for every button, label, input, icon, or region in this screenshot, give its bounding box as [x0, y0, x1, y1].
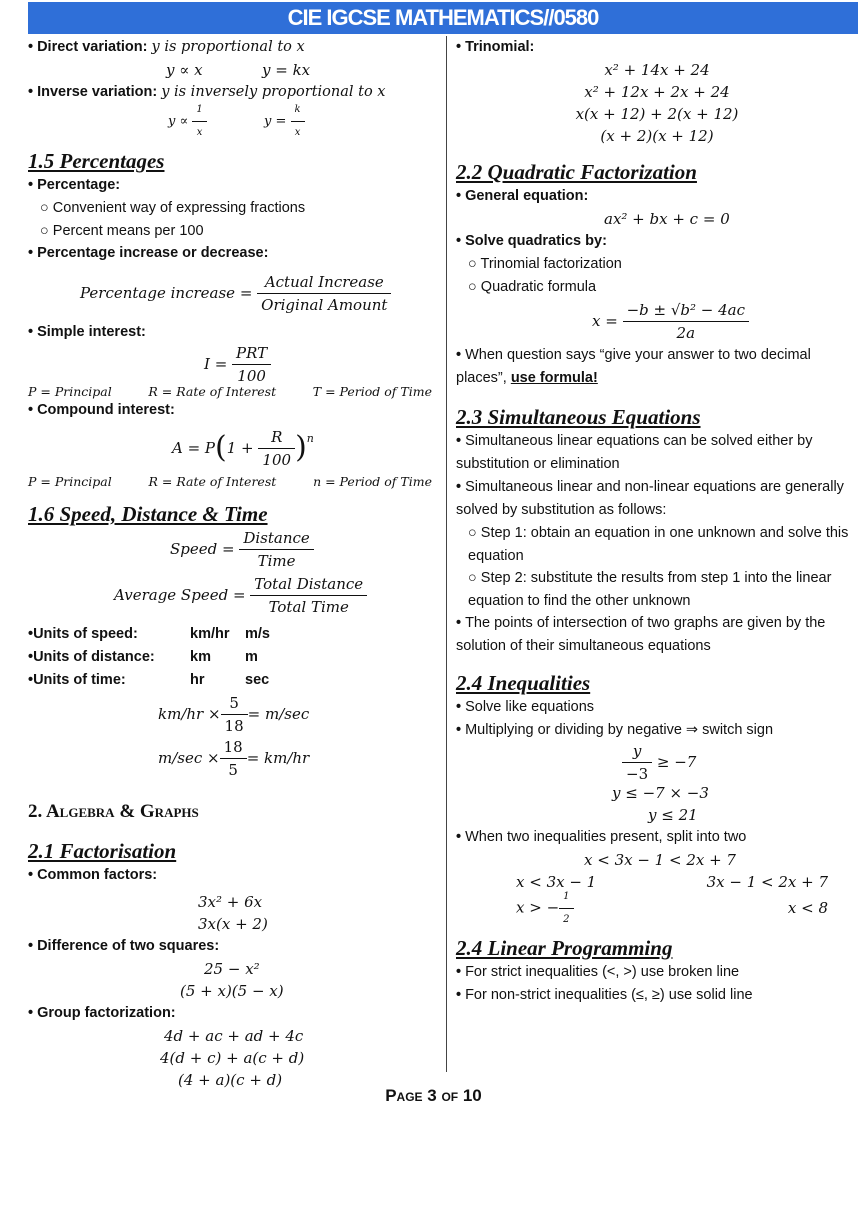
units-row-distance: •Units of distance: km m	[28, 649, 258, 665]
units-row-time: •Units of time: hr sec	[28, 672, 270, 688]
conversion-kmhr-to-msec: km/hr × $\frac{5}{18}$ = m/sec	[158, 693, 310, 735]
percentage-bullet: • Percentage:	[28, 177, 121, 193]
group-factorization-line-1: 4d + ac + ad + 4c	[164, 1027, 304, 1045]
decimal-note-bullet: • When question says “give your answer to two decimal places”, use formula!	[456, 347, 811, 386]
solve-sub-2: ○ Quadratic formula	[468, 278, 597, 295]
simultaneous-bullet-3: • The points of intersection of two graphs are given by the solution of their simultaneous equations	[456, 615, 826, 654]
left-column	[28, 36, 438, 1091]
group-factorization-line-2: 4(d + c) + a(c + d)	[160, 1049, 305, 1067]
common-factors-bullet: • Common factors:	[28, 867, 158, 883]
page-number: Page 3 of 10	[385, 1086, 482, 1105]
inequalities-bullet-2: • Multiplying or dividing by negative ⇒ switch sign	[456, 722, 774, 738]
group-factorization-bullet: • Group factorization:	[28, 1005, 176, 1021]
common-factors-line-1: 3x² + 6x	[198, 893, 263, 911]
section-heading-simultaneous: 2.3 Simultaneous Equations	[456, 405, 701, 429]
inequality-example-1: $\frac{y}{-3}$ ≥ −7	[456, 742, 858, 782]
direct-variation-bullet: • Direct variation: y is proportional to x	[28, 39, 305, 55]
inequality-split: x < 3x − 1 < 2x + 7	[584, 851, 736, 869]
difference-squares-line-1: 25 − x²	[204, 960, 260, 978]
simple-interest-variables: P = Principal R = Rate of Interest T = Period of Time	[28, 384, 432, 399]
compound-interest-bullet: • Compound interest:	[28, 402, 175, 418]
difference-squares-line-2: (5 + x)(5 − x)	[180, 982, 284, 1000]
section-heading-factorisation: 2.1 Factorisation	[28, 839, 177, 863]
trinomial-line-1: x² + 14x + 24	[604, 61, 710, 79]
general-equation: ax² + bx + c = 0	[604, 210, 730, 228]
average-speed-formula: Average Speed = $\frac{\text{Total Distance}}{\text{Total Time}}$	[28, 571, 438, 619]
section-heading-percentages: 1.5 Percentages	[28, 149, 165, 173]
inverse-variation-formulas: y ∝ $\frac{1}{x}$ y = $\frac{k}{x}$	[28, 104, 438, 138]
units-row-speed: •Units of speed: km/hr m/s	[28, 626, 270, 642]
percentage-sub-1: ○ Convenient way of expressing fractions	[40, 200, 306, 216]
right-column	[456, 36, 858, 1007]
linear-programming-bullet-2: • For non-strict inequalities (≤, ≥) use solid line	[456, 987, 753, 1003]
section-heading-inequalities: 2.4 Inequalities	[456, 671, 591, 695]
simple-interest-formula: I = $\frac{\text{PRT}}{100}$	[28, 344, 438, 384]
compound-interest-formula: A = P ( 1 + $\frac{R}{100}$ ) $^n$	[172, 427, 314, 469]
conversion-msec-to-kmhr: m/sec × $\frac{18}{5}$ = km/hr	[158, 737, 310, 779]
group-factorization-line-3: (4 + a)(c + d)	[178, 1071, 283, 1089]
simultaneous-step-1: ○ Step 1: obtain an equation in one unknown and solve this equation	[468, 525, 849, 564]
trinomial-line-4: (x + 2)(x + 12)	[600, 127, 714, 145]
inequality-split-row-2: x > − $\frac{1}{2}$ x < 8	[456, 893, 858, 923]
solve-quadratics-bullet: • Solve quadratics by:	[456, 233, 607, 249]
trinomial-line-3: x(x + 12) + 2(x + 12)	[575, 105, 739, 123]
inequality-example-2: y ≤ −7 × −3	[612, 784, 709, 802]
difference-squares-bullet: • Difference of two squares:	[28, 938, 220, 954]
inequalities-bullet-1: • Solve like equations	[456, 699, 595, 715]
percentage-sub-2: ○ Percent means per 100	[40, 222, 204, 239]
inverse-variation-bullet: • Inverse variation: y is inversely proportional to x	[28, 84, 386, 100]
section-heading-linear-programming: 2.4 Linear Programming	[456, 936, 673, 960]
general-equation-bullet: • General equation:	[456, 188, 589, 204]
percentage-increase-formula: Percentage increase = $\frac{\text{Actual Increase}}{\text{Original Amount}}$	[28, 265, 438, 321]
column-divider	[446, 36, 447, 1072]
section-heading-quadratic: 2.2 Quadratic Factorization	[456, 160, 697, 184]
linear-programming-bullet-1: • For strict inequalities (<, >) use broken line	[456, 964, 740, 980]
percentage-incdec-bullet: • Percentage increase or decrease:	[28, 245, 269, 261]
inequality-example-3: y ≤ 21	[648, 806, 698, 824]
trinomial-bullet: • Trinomial:	[456, 39, 535, 55]
simultaneous-step-2: ○ Step 2: substitute the results from step 1 into the linear equation to find the other unknown	[468, 570, 832, 609]
simultaneous-bullet-2: • Simultaneous linear and non-linear equations are generally solved by substitution as follows:	[456, 479, 844, 518]
quadratic-formula: x = $\frac{\text{−b ± √b² − 4ac}}{2a}$	[456, 298, 858, 344]
common-factors-line-2: 3x(x + 2)	[198, 915, 268, 933]
compound-interest-variables: P = Principal R = Rate of Interest n = Period of Time	[28, 474, 432, 489]
section-title-algebra: 2. Algebra & Graphs	[28, 801, 199, 822]
simultaneous-bullet-1: • Simultaneous linear equations can be solved either by substitution or elimination	[456, 433, 813, 472]
speed-formula: Speed = $\frac{\text{Distance}}{\text{Time}}$	[28, 527, 438, 571]
direct-variation-formulas: y ∝ x y = kx	[166, 61, 311, 79]
trinomial-line-2: x² + 12x + 2x + 24	[584, 83, 730, 101]
solve-sub-1: ○ Trinomial factorization	[468, 256, 622, 272]
inequalities-bullet-3: • When two inequalities present, split into two	[456, 829, 747, 845]
section-heading-speed: 1.6 Speed, Distance & Time	[28, 502, 268, 526]
page-banner: CIE IGCSE MATHEMATICS//0580	[28, 2, 858, 34]
inequality-split-row-1: x < 3x − 1 3x − 1 < 2x + 7	[516, 873, 828, 891]
simple-interest-bullet: • Simple interest:	[28, 324, 146, 340]
